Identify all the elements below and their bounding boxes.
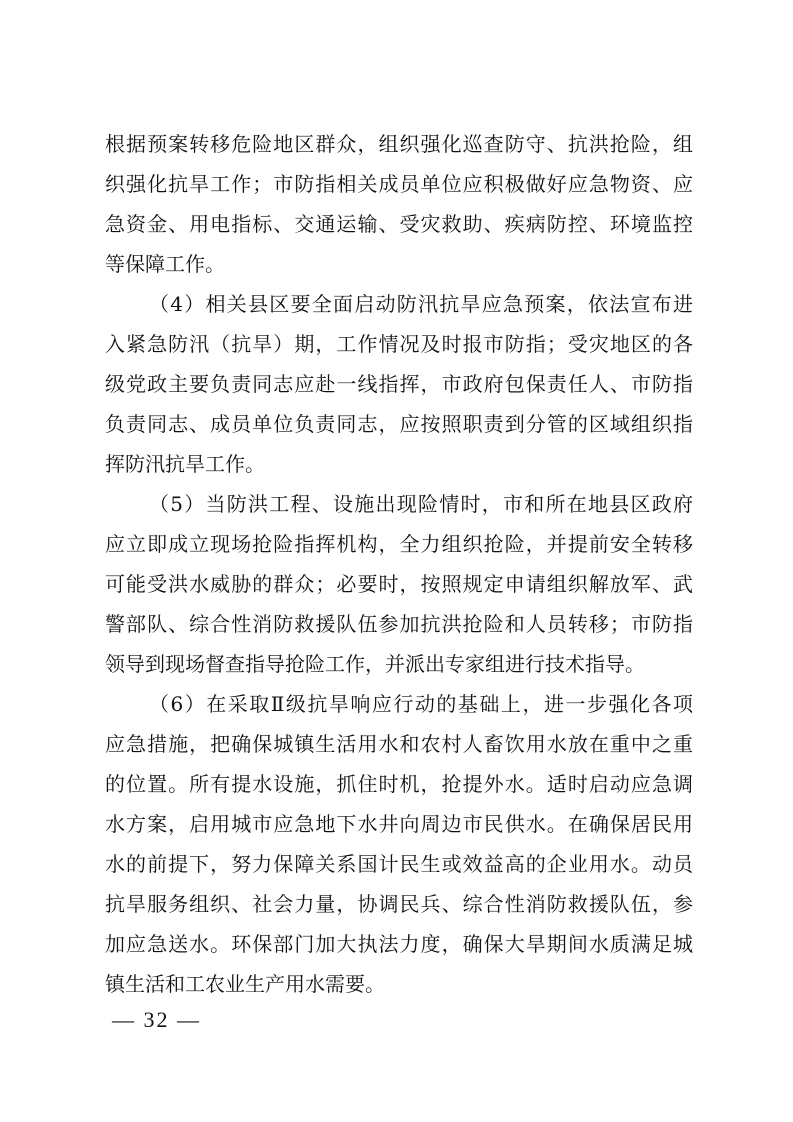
text-line: 根据预案转移危险地区群众，组织强化巡查防守、抗洪抢险，组: [105, 132, 693, 156]
body-text: [105, 124, 693, 1004]
text-line: 入紧急防汛（抗旱）期，工作情况及时报市防指；受灾地区的各: [105, 332, 693, 356]
text-line: 负责同志、成员单位负责同志，应按照职责到分管的区域组织指: [105, 412, 693, 436]
text-line: 应急措施，把确保城镇生活用水和农村人畜饮用水放在重中之重: [105, 732, 693, 756]
text-line: 警部队、综合性消防救援队伍参加抗洪抢险和人员转移；市防指: [105, 612, 693, 636]
text-line: 级党政主要负责同志应赴一线指挥，市政府包保责任人、市防指: [105, 372, 693, 396]
text-line: 领导到现场督查指导抢险工作，并派出专家组进行技术指导。: [105, 652, 645, 676]
text-line: 水的前提下，努力保障关系国计民生或效益高的企业用水。动员: [105, 852, 693, 876]
text-line: 等保障工作。: [105, 252, 225, 276]
page-number: — 32 —: [112, 1007, 201, 1032]
text-line: 加应急送水。环保部门加大执法力度，确保大旱期间水质满足城: [105, 932, 693, 956]
text-line: （4）相关县区要全面启动防汛抗旱应急预案，依法宣布进: [149, 292, 693, 316]
text-line: 的位置。所有提水设施，抓住时机，抢提外水。适时启动应急调: [105, 772, 693, 796]
text-line: 应立即成立现场抢险指挥机构，全力组织抢险，并提前安全转移: [105, 532, 693, 556]
text-line: 挥防汛抗旱工作。: [105, 452, 265, 476]
text-line: 急资金、用电指标、交通运输、受灾救助、疾病防控、环境监控: [105, 212, 693, 236]
text-line: 可能受洪水威胁的群众；必要时，按照规定申请组织解放军、武: [105, 572, 693, 596]
text-line: 水方案，启用城市应急地下水井向周边市民供水。在确保居民用: [105, 812, 693, 836]
text-line: 抗旱服务组织、社会力量，协调民兵、综合性消防救援队伍，参: [105, 892, 693, 916]
text-line: （5）当防洪工程、设施出现险情时，市和所在地县区政府: [149, 492, 693, 516]
text-line: 镇生活和工农业生产用水需要。: [105, 972, 385, 996]
text-line: （6）在采取Ⅱ级抗旱响应行动的基础上，进一步强化各项: [149, 692, 693, 716]
text-line: 织强化抗旱工作；市防指相关成员单位应积极做好应急物资、应: [105, 172, 693, 196]
